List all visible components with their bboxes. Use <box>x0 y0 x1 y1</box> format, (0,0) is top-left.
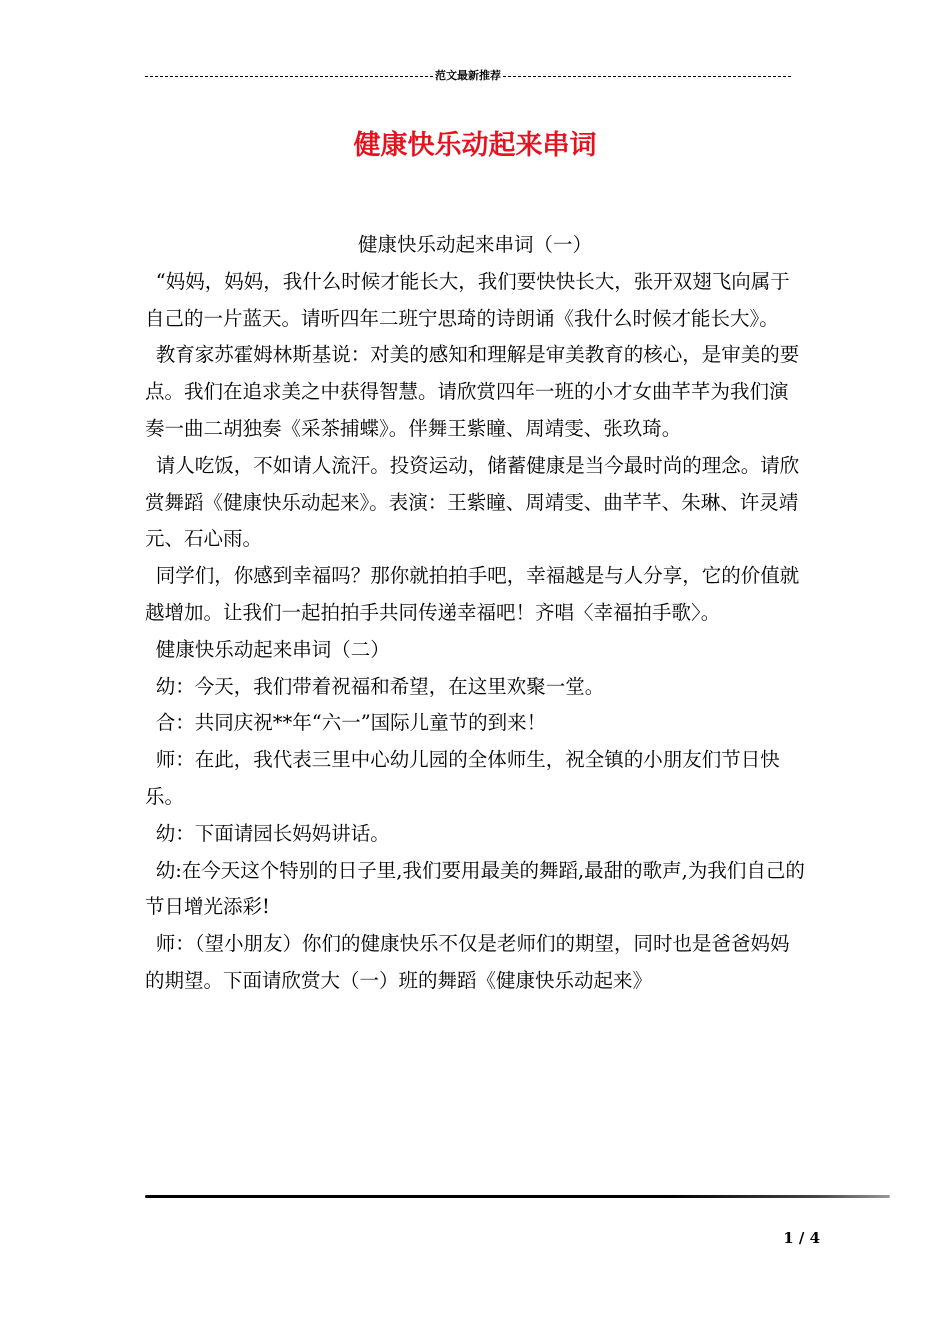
paragraph: 师：（望小朋友）你们的健康快乐不仅是老师们的期望，同时也是爸爸妈妈的期望。下面请欣赏大（一）班的舞蹈《健康快乐动起来》 <box>145 932 790 992</box>
document-title: 健康快乐动起来串词 <box>353 130 597 161</box>
paragraph: 教育家苏霍姆林斯基说：对美的感知和理解是审美教育的核心，是审美的要点。我们在追求美之中获得智慧。请欣赏四年一班的小才女曲芊芊为我们演奏一曲二胡独奏《采茶捕蝶》。伴舞王紫瞳、周靖雯、张玖琦。 <box>145 343 800 440</box>
paragraph: 师：在此，我代表三里中心幼儿园的全体师生，祝全镇的小朋友们节日快乐。 <box>145 748 780 808</box>
paragraph: 请人吃饭，不如请人流汗。投资运动，储蓄健康是当今最时尚的理念。请欣赏舞蹈《健康快乐动起来》。表演：王紫瞳、周靖雯、曲芊芊、朱琳、许灵靖元、石心雨。 <box>145 453 800 551</box>
section-heading-2: 健康快乐动起来串词（二） <box>155 637 390 661</box>
paragraph: 合：共同庆祝**年“六一”国际儿童节的到来！ <box>155 711 547 735</box>
section-heading-1: 健康快乐动起来串词（一） <box>357 233 592 256</box>
header-label: 范文最新推荐 <box>435 69 501 82</box>
page-number: 1 / 4 <box>783 1229 820 1247</box>
header-dashed-line-right <box>503 76 791 77</box>
paragraph: 幼：今天，我们带着祝福和希望，在这里欢聚一堂。 <box>155 674 605 698</box>
header-dashed-line-left <box>145 76 433 77</box>
paragraph: 幼：下面请园长妈妈讲话。 <box>155 821 390 845</box>
paragraph: 幼:在今天这个特别的日子里,我们要用最美的舞蹈,最甜的歌声,为我们自己的节日增光添彩! <box>145 858 805 919</box>
document-body <box>145 227 805 1000</box>
footer-divider <box>145 1195 890 1198</box>
paragraph: “妈妈，妈妈，我什么时候才能长大，我们要快快长大，张开双翅飞向属于自己的一片蓝天。请听四年二班宁思琦的诗朗诵《我什么时候才能长大》。 <box>145 269 790 330</box>
paragraph: 同学们，你感到幸福吗？那你就拍拍手吧，幸福越是与人分享，它的价值就越增加。让我们一起拍拍手共同传递幸福吧！齐唱〈幸福拍手歌〉。 <box>145 564 800 624</box>
page-header <box>145 68 791 84</box>
